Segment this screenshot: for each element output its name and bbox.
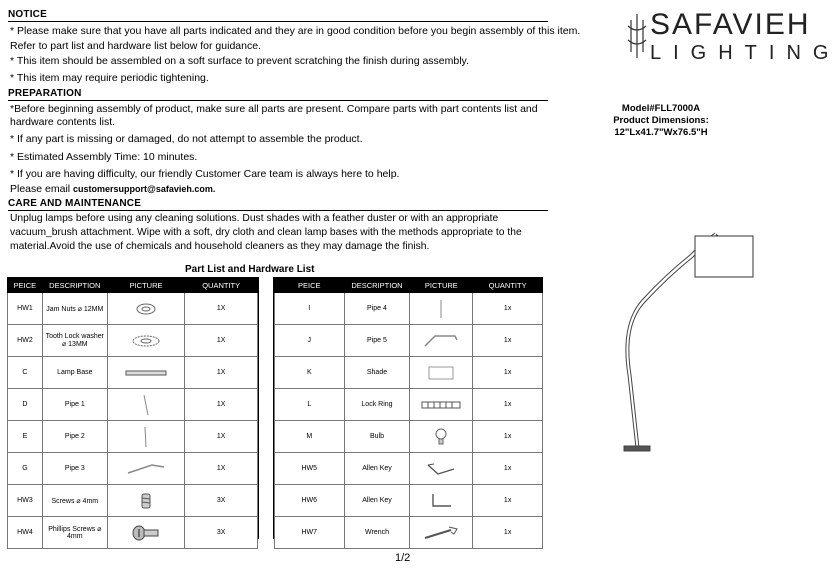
qty-cell: 1x — [473, 389, 543, 421]
desc-cell: Screws ⌀ 4mm — [42, 485, 107, 517]
table-row — [8, 485, 258, 517]
piece-cell: HW1 — [8, 293, 43, 325]
notice-line-1: * Please make sure that you have all parts indicated and they are in good condition before you begin assembly of this item. — [10, 25, 581, 37]
picture-cell — [107, 357, 185, 389]
table-row — [8, 517, 258, 549]
notice-line-4: * This item may require periodic tightening. — [10, 72, 209, 84]
table-divider — [258, 277, 274, 539]
preparation-line-4: * If you are having difficulty, our friendly Customer Care team is always here to help. — [10, 168, 400, 180]
piece-cell: HW3 — [8, 485, 43, 517]
brand-name: SAFAVIEH — [650, 8, 811, 41]
desc-cell: Lamp Base — [42, 357, 107, 389]
preparation-rule — [8, 100, 548, 101]
table-row — [8, 325, 258, 357]
table-row — [8, 293, 258, 325]
support-email-link[interactable]: customersupport@safavieh.com. — [73, 184, 216, 194]
col-quantity: QUANTITY — [185, 278, 258, 293]
picture-cell — [410, 517, 473, 549]
qty-cell: 1X — [185, 453, 258, 485]
preparation-email-line — [10, 183, 215, 196]
pipe-4-icon — [436, 298, 446, 320]
pipe-2-icon — [140, 425, 152, 449]
picture-cell — [107, 485, 185, 517]
preparation-heading: PREPARATION — [8, 88, 82, 99]
piece-cell: M — [275, 421, 345, 453]
desc-cell: Pipe 2 — [42, 421, 107, 453]
piece-cell: E — [8, 421, 43, 453]
chandelier-logo-icon — [626, 12, 648, 60]
pipe-3-icon — [124, 462, 168, 476]
picture-cell — [107, 517, 185, 549]
desc-cell: Wrench — [344, 517, 410, 549]
piece-cell: L — [275, 389, 345, 421]
notice-rule — [8, 21, 548, 22]
preparation-line-3: * Estimated Assembly Time: 10 minutes. — [10, 151, 198, 163]
table-row — [275, 421, 543, 453]
piece-cell: G — [8, 453, 43, 485]
table-row — [8, 421, 258, 453]
qty-cell: 1x — [473, 357, 543, 389]
page-number: 1/2 — [395, 552, 411, 564]
care-text: Unplug lamps before using any cleaning solutions. Dust shades with a feather duster or with an appropriate vacuum_brush attachment. Wipe with a soft, dry cloth and clean lamp bases with the methods appropriate to the material.Avoid the use of chemicals and household cleaners as they may damage the finish. — [10, 213, 522, 252]
parts-table-left — [7, 277, 258, 549]
picture-cell — [410, 357, 473, 389]
col-quantity: QUANTITY — [473, 278, 543, 293]
piece-cell: HW7 — [275, 517, 345, 549]
piece-cell: HW6 — [275, 485, 345, 517]
preparation-line-2: * If any part is missing or damaged, do not attempt to assemble the product. — [10, 133, 363, 145]
pipe-5-icon — [421, 333, 461, 349]
preparation-line-1: *Before beginning assembly of product, make sure all parts are present. Compare parts with part contents list and hardware contents list. — [10, 103, 538, 128]
qty-cell: 1x — [473, 293, 543, 325]
table-row — [8, 357, 258, 389]
qty-cell: 1X — [185, 293, 258, 325]
desc-cell: Shade — [344, 357, 410, 389]
desc-cell: Pipe 3 — [42, 453, 107, 485]
brand-sub: LIGHTING — [650, 42, 840, 64]
wrench-icon — [421, 525, 461, 541]
desc-cell: Allen Key — [344, 453, 410, 485]
allen-key-2-icon — [427, 492, 455, 510]
qty-cell: 1x — [473, 517, 543, 549]
care-rule — [8, 210, 548, 211]
piece-cell: J — [275, 325, 345, 357]
table-row — [8, 453, 258, 485]
qty-cell: 1x — [473, 485, 543, 517]
screw-icon — [138, 492, 154, 510]
col-piece: PEICE — [275, 278, 345, 293]
qty-cell: 1X — [185, 357, 258, 389]
piece-cell: HW4 — [8, 517, 43, 549]
table-row — [275, 485, 543, 517]
table-row — [275, 357, 543, 389]
desc-cell: Bulb — [344, 421, 410, 453]
table-row — [275, 293, 543, 325]
tooth-washer-icon — [129, 334, 163, 348]
jam-nut-icon — [131, 302, 161, 316]
qty-cell: 1X — [185, 389, 258, 421]
picture-cell — [107, 325, 185, 357]
table-row — [275, 389, 543, 421]
qty-cell: 1X — [185, 325, 258, 357]
qty-cell: 1X — [185, 421, 258, 453]
parts-table-right — [274, 277, 543, 549]
pipe-1-icon — [140, 393, 152, 417]
table-row — [275, 517, 543, 549]
table-row — [275, 325, 543, 357]
picture-cell — [107, 293, 185, 325]
picture-cell — [410, 293, 473, 325]
qty-cell: 1x — [473, 325, 543, 357]
dimensions-value: 12"Lx41.7"Wx76.5"H — [614, 127, 708, 138]
model-number: Model#FLL7000A — [621, 103, 701, 114]
table-row — [275, 453, 543, 485]
bulb-icon — [434, 427, 448, 447]
col-picture: PICTURE — [410, 278, 473, 293]
notice-heading: NOTICE — [8, 9, 47, 20]
table-title: Part List and Hardware List — [185, 264, 315, 275]
picture-cell — [410, 485, 473, 517]
col-description: DESCRIPTION — [344, 278, 410, 293]
table-row — [8, 389, 258, 421]
qty-cell: 1x — [473, 421, 543, 453]
phillips-screw-icon — [131, 524, 161, 542]
col-description: DESCRIPTION — [42, 278, 107, 293]
desc-cell: Jam Nuts ⌀ 12MM — [42, 293, 107, 325]
piece-cell: D — [8, 389, 43, 421]
email-label: Please email — [10, 183, 74, 195]
desc-cell: Pipe 1 — [42, 389, 107, 421]
desc-cell: Allen Key — [344, 485, 410, 517]
desc-cell: Pipe 5 — [344, 325, 410, 357]
picture-cell — [410, 421, 473, 453]
piece-cell: K — [275, 357, 345, 389]
floor-lamp-illustration — [590, 215, 770, 460]
desc-cell: Tooth Lock washer ⌀ 13MM — [42, 325, 107, 357]
notice-line-3: * This item should be assembled on a soft surface to prevent scratching the finish during assembly. — [10, 55, 469, 67]
piece-cell: C — [8, 357, 43, 389]
picture-cell — [410, 389, 473, 421]
piece-cell: I — [275, 293, 345, 325]
desc-cell: Pipe 4 — [344, 293, 410, 325]
col-piece: PEICE — [8, 278, 43, 293]
piece-cell: HW2 — [8, 325, 43, 357]
lamp-base-icon — [123, 368, 169, 378]
picture-cell — [410, 325, 473, 357]
care-heading: CARE AND MAINTENANCE — [8, 198, 142, 209]
picture-cell — [107, 453, 185, 485]
qty-cell: 3X — [185, 517, 258, 549]
notice-line-2: Refer to part list and hardware list below for guidance. — [10, 40, 261, 52]
desc-cell: Lock Ring — [344, 389, 410, 421]
picture-cell — [107, 421, 185, 453]
qty-cell: 1x — [473, 453, 543, 485]
picture-cell — [410, 453, 473, 485]
picture-cell — [107, 389, 185, 421]
lock-ring-icon — [419, 398, 463, 412]
dimensions-label: Product Dimensions: — [613, 115, 709, 126]
shade-icon — [426, 364, 456, 382]
piece-cell: HW5 — [275, 453, 345, 485]
allen-key-icon — [424, 461, 458, 477]
desc-cell: Phillips Screws ⌀ 4mm — [42, 517, 107, 549]
qty-cell: 3X — [185, 485, 258, 517]
col-picture: PICTURE — [107, 278, 185, 293]
